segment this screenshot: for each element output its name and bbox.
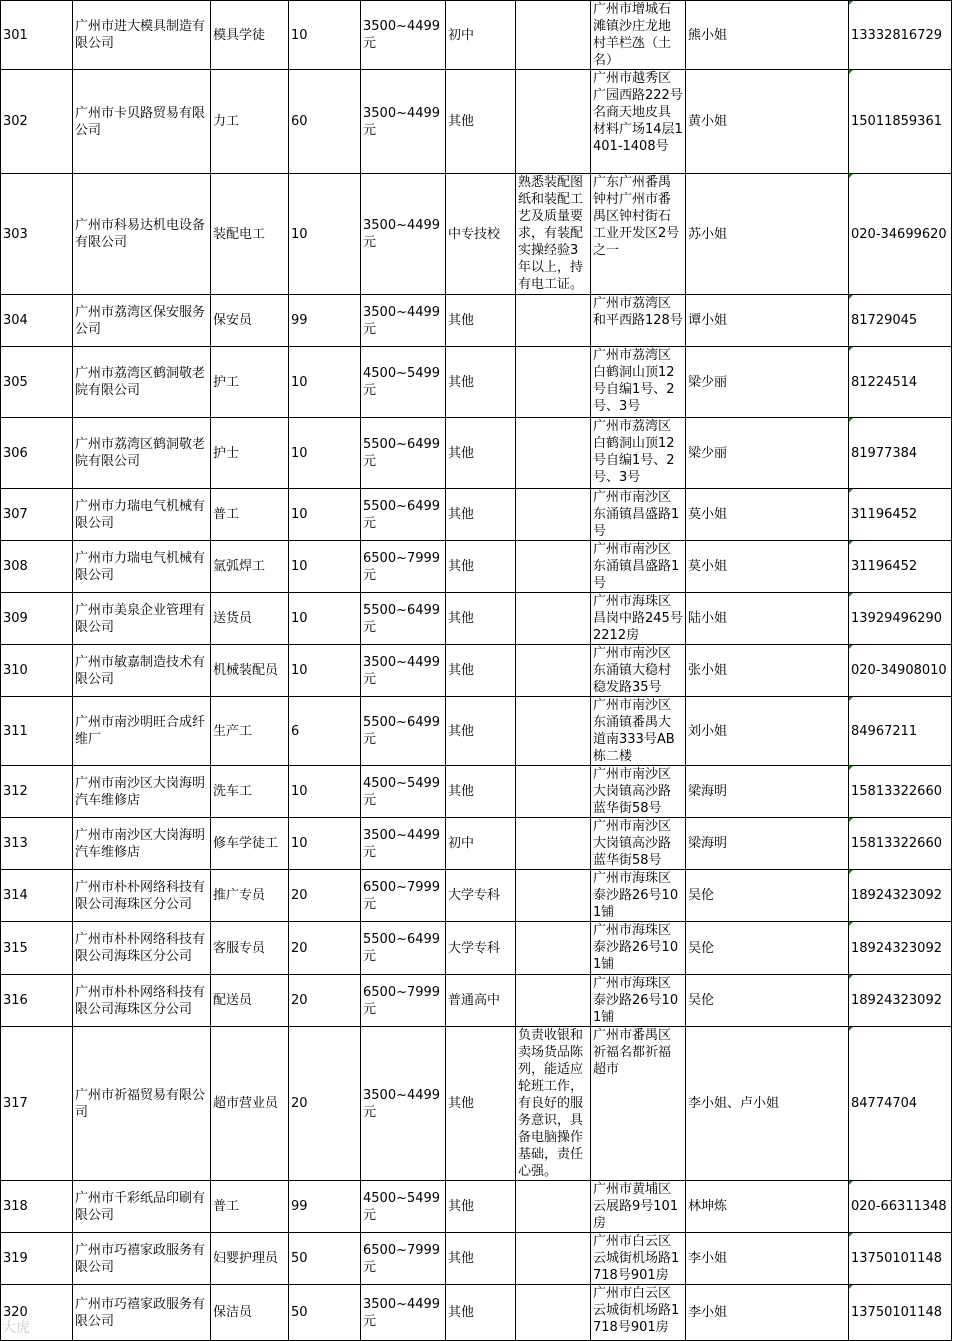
education-requirement: 中专技校 [446, 174, 516, 295]
contact-phone: 13332816729 [849, 1, 952, 70]
table-row [1, 70, 952, 174]
contact-person: 熊小姐 [686, 1, 849, 70]
contact-person: 吴伦 [686, 975, 849, 1027]
job-requirements [516, 870, 591, 922]
work-address: 广州市荔湾区白鹤洞山顶12号自编1号、2号、3号 [591, 347, 686, 418]
row-number: 302 [1, 70, 73, 174]
job-requirements [516, 1285, 591, 1341]
table-row [1, 174, 952, 295]
contact-phone: 15813322660 [849, 766, 952, 818]
work-address: 广州市黄埔区云展路9号101房 [591, 1181, 686, 1233]
job-requirements: 负责收银和卖场货品陈列，能适应轮班工作，有良好的服务意识，具备电脑操作基础，责任心强。 [516, 1027, 591, 1181]
table-row [1, 975, 952, 1027]
job-requirements [516, 593, 591, 645]
headcount: 10 [289, 541, 361, 593]
table-row [1, 818, 952, 870]
table-row [1, 593, 952, 645]
education-requirement: 初中 [446, 1, 516, 70]
job-requirements [516, 922, 591, 975]
job-title: 机械装配员 [211, 645, 289, 697]
salary-range: 4500~5499元 [361, 347, 446, 418]
company-name: 广州市朴朴网络科技有限公司海珠区分公司 [73, 975, 211, 1027]
contact-person: 陆小姐 [686, 593, 849, 645]
table-row [1, 1, 952, 70]
table-row [1, 1181, 952, 1233]
salary-range: 6500~7999元 [361, 1233, 446, 1285]
contact-phone: 31196452 [849, 541, 952, 593]
job-requirements [516, 1, 591, 70]
contact-phone: 13750101148 [849, 1233, 952, 1285]
row-number: 317 [1, 1027, 73, 1181]
table-body [1, 1, 952, 1341]
headcount: 10 [289, 1, 361, 70]
work-address: 广州市海珠区泰沙路26号101铺 [591, 922, 686, 975]
table-row [1, 870, 952, 922]
salary-range: 4500~5499元 [361, 1181, 446, 1233]
row-number: 303 [1, 174, 73, 295]
job-title: 洗车工 [211, 766, 289, 818]
salary-range: 5500~6499元 [361, 418, 446, 489]
row-number: 319 [1, 1233, 73, 1285]
contact-phone: 15011859361 [849, 70, 952, 174]
headcount: 20 [289, 975, 361, 1027]
work-address: 广州市海珠区泰沙路26号101铺 [591, 870, 686, 922]
row-number: 305 [1, 347, 73, 418]
salary-range: 5500~6499元 [361, 593, 446, 645]
row-number: 313 [1, 818, 73, 870]
contact-phone: 020-34908010 [849, 645, 952, 697]
work-address: 广州市南沙区大岗镇高沙路蓝华街58号 [591, 818, 686, 870]
job-title: 妇婴护理员 [211, 1233, 289, 1285]
work-address: 广州市番禺区祈福名都祈福超市 [591, 1027, 686, 1181]
company-name: 广州市祈福贸易有限公司 [73, 1027, 211, 1181]
education-requirement: 其他 [446, 1233, 516, 1285]
company-name: 广州市荔湾区保安服务公司 [73, 295, 211, 347]
salary-range: 6500~7999元 [361, 870, 446, 922]
work-address: 广州市南沙区东涌镇昌盛路1号 [591, 541, 686, 593]
education-requirement: 其他 [446, 70, 516, 174]
table-row [1, 541, 952, 593]
contact-phone: 15813322660 [849, 818, 952, 870]
job-title: 超市营业员 [211, 1027, 289, 1181]
contact-phone: 18924323092 [849, 922, 952, 975]
headcount: 10 [289, 818, 361, 870]
work-address: 广东广州番禺钟村广州市番禺区钟村街石工业开发区2号之一 [591, 174, 686, 295]
job-requirements [516, 295, 591, 347]
salary-range: 5500~6499元 [361, 489, 446, 541]
education-requirement: 其他 [446, 1181, 516, 1233]
table-row [1, 295, 952, 347]
row-number: 314 [1, 870, 73, 922]
job-requirements [516, 541, 591, 593]
education-requirement: 其他 [446, 418, 516, 489]
company-name: 广州市朴朴网络科技有限公司海珠区分公司 [73, 922, 211, 975]
education-requirement: 其他 [446, 766, 516, 818]
contact-person: 梁少丽 [686, 347, 849, 418]
job-requirements [516, 1181, 591, 1233]
contact-person: 苏小姐 [686, 174, 849, 295]
contact-phone: 18924323092 [849, 870, 952, 922]
company-name: 广州市南沙明旺合成纤维厂 [73, 697, 211, 766]
contact-phone: 84967211 [849, 697, 952, 766]
company-name: 广州市巧禧家政服务有限公司 [73, 1233, 211, 1285]
row-number: 315 [1, 922, 73, 975]
job-requirements: 熟悉装配图纸和装配工艺及质量要求，有装配实操经验3年以上，持有电工证。 [516, 174, 591, 295]
headcount: 6 [289, 697, 361, 766]
row-number: 307 [1, 489, 73, 541]
job-title: 氩弧焊工 [211, 541, 289, 593]
contact-phone: 84774704 [849, 1027, 952, 1181]
table-row [1, 418, 952, 489]
company-name: 广州市科易达机电设备有限公司 [73, 174, 211, 295]
company-name: 广州市敏嘉制造技术有限公司 [73, 645, 211, 697]
work-address: 广州市增城石滩镇沙庄龙地村羊栏氹（土名） [591, 1, 686, 70]
salary-range: 3500~4499元 [361, 1027, 446, 1181]
row-number: 301 [1, 1, 73, 70]
job-title: 推广专员 [211, 870, 289, 922]
salary-range: 3500~4499元 [361, 645, 446, 697]
table-row [1, 766, 952, 818]
watermark: 大虎 [2, 1320, 30, 1336]
contact-person: 李小姐 [686, 1233, 849, 1285]
job-title: 普工 [211, 489, 289, 541]
company-name: 广州市卡贝路贸易有限公司 [73, 70, 211, 174]
headcount: 10 [289, 766, 361, 818]
job-requirements [516, 347, 591, 418]
table-row [1, 922, 952, 975]
salary-range: 3500~4499元 [361, 1285, 446, 1341]
job-requirements [516, 697, 591, 766]
row-number: 312 [1, 766, 73, 818]
salary-range: 3500~4499元 [361, 295, 446, 347]
row-number: 310 [1, 645, 73, 697]
contact-person: 莫小姐 [686, 489, 849, 541]
work-address: 广州市南沙区东涌镇昌盛路1号 [591, 489, 686, 541]
headcount: 10 [289, 645, 361, 697]
salary-range: 6500~7999元 [361, 541, 446, 593]
job-title: 护工 [211, 347, 289, 418]
work-address: 广州市南沙区东涌镇大稳村稳发路35号 [591, 645, 686, 697]
headcount: 10 [289, 418, 361, 489]
work-address: 广州市南沙区东涌镇番禺大道南333号AB栋二楼 [591, 697, 686, 766]
contact-person: 梁海明 [686, 818, 849, 870]
table-row [1, 697, 952, 766]
education-requirement: 其他 [446, 1027, 516, 1181]
company-name: 广州市力瑞电气机械有限公司 [73, 541, 211, 593]
job-requirements [516, 818, 591, 870]
salary-range: 3500~4499元 [361, 70, 446, 174]
contact-person: 吴伦 [686, 922, 849, 975]
contact-person: 林坤炼 [686, 1181, 849, 1233]
contact-phone: 13929496290 [849, 593, 952, 645]
table-row [1, 1233, 952, 1285]
job-title: 配送员 [211, 975, 289, 1027]
row-number: 311 [1, 697, 73, 766]
salary-range: 4500~5499元 [361, 766, 446, 818]
contact-person: 谭小姐 [686, 295, 849, 347]
education-requirement: 大学专科 [446, 870, 516, 922]
company-name: 广州市巧禧家政服务有限公司 [73, 1285, 211, 1341]
table-row [1, 1027, 952, 1181]
job-title: 客服专员 [211, 922, 289, 975]
contact-person: 张小姐 [686, 645, 849, 697]
row-number: 304 [1, 295, 73, 347]
job-title: 模具学徒 [211, 1, 289, 70]
headcount: 10 [289, 174, 361, 295]
contact-person: 李小姐、卢小姐 [686, 1027, 849, 1181]
salary-range: 5500~6499元 [361, 697, 446, 766]
contact-person: 刘小姐 [686, 697, 849, 766]
salary-range: 3500~4499元 [361, 1, 446, 70]
contact-phone: 020-34699620 [849, 174, 952, 295]
company-name: 广州市千彩纸品印刷有限公司 [73, 1181, 211, 1233]
headcount: 20 [289, 870, 361, 922]
headcount: 10 [289, 593, 361, 645]
contact-phone: 81224514 [849, 347, 952, 418]
contact-person: 吴伦 [686, 870, 849, 922]
job-requirements [516, 766, 591, 818]
table-row [1, 1285, 952, 1341]
headcount: 50 [289, 1233, 361, 1285]
company-name: 广州市美泉企业管理有限公司 [73, 593, 211, 645]
contact-phone: 81729045 [849, 295, 952, 347]
education-requirement: 普通高中 [446, 975, 516, 1027]
company-name: 广州市南沙区大岗海明汽车维修店 [73, 766, 211, 818]
education-requirement: 其他 [446, 1285, 516, 1341]
job-requirements [516, 975, 591, 1027]
work-address: 广州市越秀区广园西路222号名商天地皮具材料广场14层1401-1408号 [591, 70, 686, 174]
headcount: 50 [289, 1285, 361, 1341]
contact-phone: 81977384 [849, 418, 952, 489]
contact-phone: 020-66311348 [849, 1181, 952, 1233]
work-address: 广州市白云区云城街机场路1718号901房 [591, 1285, 686, 1341]
work-address: 广州市海珠区泰沙路26号101铺 [591, 975, 686, 1027]
work-address: 广州市海珠区昌岗中路245号2212房 [591, 593, 686, 645]
work-address: 广州市南沙区大岗镇高沙路蓝华街58号 [591, 766, 686, 818]
job-title: 送货员 [211, 593, 289, 645]
education-requirement: 初中 [446, 818, 516, 870]
table-row [1, 347, 952, 418]
job-title: 修车学徒工 [211, 818, 289, 870]
job-title: 保洁员 [211, 1285, 289, 1341]
contact-person: 李小姐 [686, 1285, 849, 1341]
row-number: 309 [1, 593, 73, 645]
education-requirement: 其他 [446, 489, 516, 541]
work-address: 广州市白云区云城街机场路1718号901房 [591, 1233, 686, 1285]
job-requirements [516, 70, 591, 174]
education-requirement: 其他 [446, 295, 516, 347]
work-address: 广州市荔湾区白鹤洞山顶12号自编1号、2号、3号 [591, 418, 686, 489]
education-requirement: 其他 [446, 697, 516, 766]
table-row [1, 645, 952, 697]
row-number: 306 [1, 418, 73, 489]
company-name: 广州市力瑞电气机械有限公司 [73, 489, 211, 541]
row-number: 320 [1, 1285, 73, 1341]
contact-person: 莫小姐 [686, 541, 849, 593]
education-requirement: 其他 [446, 593, 516, 645]
company-name: 广州市南沙区大岗海明汽车维修店 [73, 818, 211, 870]
headcount: 10 [289, 489, 361, 541]
education-requirement: 大学专科 [446, 922, 516, 975]
contact-person: 黄小姐 [686, 70, 849, 174]
job-requirements [516, 1233, 591, 1285]
job-title: 生产工 [211, 697, 289, 766]
salary-range: 3500~4499元 [361, 174, 446, 295]
row-number: 308 [1, 541, 73, 593]
salary-range: 6500~7999元 [361, 975, 446, 1027]
salary-range: 3500~4499元 [361, 818, 446, 870]
company-name: 广州市荔湾区鹤洞敬老院有限公司 [73, 418, 211, 489]
headcount: 99 [289, 295, 361, 347]
company-name: 广州市进大模具制造有限公司 [73, 1, 211, 70]
contact-phone: 31196452 [849, 489, 952, 541]
job-title: 装配电工 [211, 174, 289, 295]
headcount: 10 [289, 347, 361, 418]
contact-phone: 13750101148 [849, 1285, 952, 1341]
row-number: 318 [1, 1181, 73, 1233]
job-title: 保安员 [211, 295, 289, 347]
contact-person: 梁少丽 [686, 418, 849, 489]
job-title: 护士 [211, 418, 289, 489]
contact-person: 梁海明 [686, 766, 849, 818]
salary-range: 5500~6499元 [361, 922, 446, 975]
job-requirements [516, 418, 591, 489]
work-address: 广州市荔湾区和平西路128号 [591, 295, 686, 347]
headcount: 20 [289, 1027, 361, 1181]
company-name: 广州市朴朴网络科技有限公司海珠区分公司 [73, 870, 211, 922]
table-row [1, 489, 952, 541]
job-title: 力工 [211, 70, 289, 174]
job-requirements [516, 645, 591, 697]
education-requirement: 其他 [446, 645, 516, 697]
contact-phone: 18924323092 [849, 975, 952, 1027]
job-title: 普工 [211, 1181, 289, 1233]
company-name: 广州市荔湾区鹤洞敬老院有限公司 [73, 347, 211, 418]
headcount: 20 [289, 922, 361, 975]
headcount: 99 [289, 1181, 361, 1233]
row-number: 316 [1, 975, 73, 1027]
education-requirement: 其他 [446, 347, 516, 418]
headcount: 60 [289, 70, 361, 174]
job-requirements [516, 489, 591, 541]
education-requirement: 其他 [446, 541, 516, 593]
